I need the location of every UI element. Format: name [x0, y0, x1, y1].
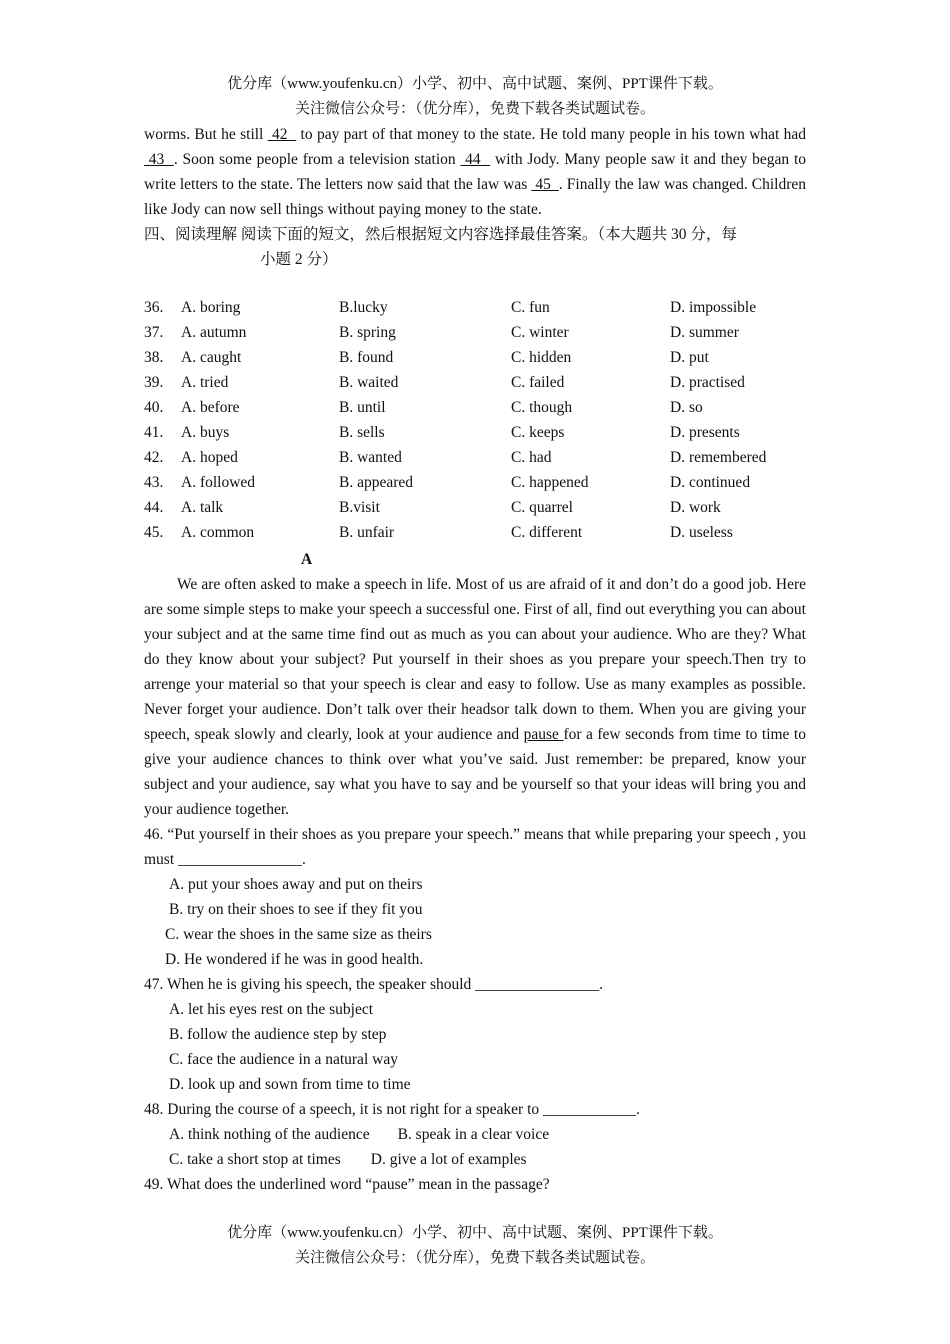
- option-row: [144, 495, 806, 520]
- option-b[interactable]: B.visit: [339, 499, 380, 516]
- option-b[interactable]: B.lucky: [339, 299, 388, 316]
- option-c[interactable]: C. happened: [511, 474, 589, 491]
- option-b[interactable]: B. waited: [339, 374, 399, 391]
- question-48: 48. During the course of a speech, it is not right for a speaker to ____________.: [144, 1101, 640, 1118]
- option-48-b[interactable]: B. speak in a clear voice: [397, 1126, 550, 1143]
- blank-42: 42: [267, 126, 297, 143]
- option-b[interactable]: B. unfair: [339, 524, 395, 541]
- options-48-row-1: [144, 1122, 806, 1147]
- section-heading-line-2: 小题 2 分）: [260, 251, 338, 268]
- option-row: [144, 370, 806, 395]
- underlined-word-pause: pause: [523, 726, 564, 743]
- question-number: 41.: [144, 424, 164, 441]
- option-a[interactable]: A. caught: [181, 349, 242, 366]
- option-d[interactable]: D. continued: [670, 474, 751, 491]
- question-number: 40.: [144, 399, 164, 416]
- option-d[interactable]: D. so: [670, 399, 703, 416]
- cloze-options-table: [144, 295, 806, 545]
- question-number: 37.: [144, 324, 164, 341]
- passage-title: A: [301, 551, 313, 568]
- option-row: [144, 395, 806, 420]
- footer-line-1: 优分库（www.youfenku.cn）小学、初中、高中试题、案例、PPT课件下载。: [227, 1225, 723, 1241]
- blank-44: 44: [460, 151, 491, 168]
- option-46-d[interactable]: D. He wondered if he was in good health.: [165, 951, 424, 968]
- option-48-a[interactable]: A. think nothing of the audience: [169, 1126, 370, 1143]
- option-d[interactable]: D. practised: [670, 374, 745, 391]
- cloze-text: to pay part of that money to the state. He told many people in his town what had: [296, 126, 806, 143]
- footer-line-2: 关注微信公众号：（优分库），免费下载各类试题试卷。: [294, 1250, 655, 1266]
- option-d[interactable]: D. summer: [670, 324, 739, 341]
- option-a[interactable]: A. boring: [181, 299, 241, 316]
- option-a[interactable]: A. autumn: [181, 324, 247, 341]
- option-48-c[interactable]: C. take a short stop at times: [169, 1151, 341, 1168]
- option-46-a[interactable]: A. put your shoes away and put on theirs: [169, 876, 423, 893]
- option-b[interactable]: B. spring: [339, 324, 396, 341]
- question-47: 47. When he is giving his speech, the speaker should ________________.: [144, 976, 604, 993]
- options-48-row-2: [144, 1147, 806, 1172]
- option-47-c[interactable]: C. face the audience in a natural way: [169, 1051, 398, 1068]
- blank-45: 45: [531, 176, 559, 193]
- option-c[interactable]: C. failed: [511, 374, 565, 391]
- option-row: [144, 445, 806, 470]
- option-d[interactable]: D. remembered: [670, 449, 767, 466]
- option-46-b[interactable]: B. try on their shoes to see if they fit you: [169, 901, 423, 918]
- option-c[interactable]: C. keeps: [511, 424, 565, 441]
- question-number: 45.: [144, 524, 164, 541]
- option-48-d[interactable]: D. give a lot of examples: [370, 1151, 527, 1168]
- option-b[interactable]: B. appeared: [339, 474, 414, 491]
- option-47-b[interactable]: B. follow the audience step by step: [169, 1026, 387, 1043]
- option-a[interactable]: A. hoped: [181, 449, 238, 466]
- option-d[interactable]: D. put: [670, 349, 709, 366]
- option-c[interactable]: C. winter: [511, 324, 569, 341]
- question-number: 36.: [144, 299, 164, 316]
- option-b[interactable]: B. sells: [339, 424, 385, 441]
- cloze-text: . Soon some people from a television station: [173, 151, 461, 168]
- option-a[interactable]: A. followed: [181, 474, 256, 491]
- option-row: [144, 320, 806, 345]
- option-d[interactable]: D. presents: [670, 424, 740, 441]
- option-b[interactable]: B. until: [339, 399, 386, 416]
- question-number: 39.: [144, 374, 164, 391]
- option-b[interactable]: B. found: [339, 349, 394, 366]
- option-row: [144, 420, 806, 445]
- option-c[interactable]: C. quarrel: [511, 499, 573, 516]
- passage-text: We are often asked to make a speech in life. Most of us are afraid of it and don’t do a good job. Here are some simple steps to make your speech a successful one. First of all, find out everything you can about your subject and at the same time find out as much as you can about your audience. Who are they? What do they know about your subject? Put yourself in their shoes as you prepare your speech.Then try to arrenge your material so that your speech is clear and easy to follow. Use as many examples as possible. Never forget your audience. Don’t talk over their headsor talk down to them. When you are giving your speech, speak slowly and clearly, look at your audience and: [144, 576, 806, 743]
- question-number: 38.: [144, 349, 164, 366]
- section-four-heading: [144, 222, 806, 272]
- option-46-c[interactable]: C. wear the shoes in the same size as theirs: [165, 926, 432, 943]
- option-row: [144, 345, 806, 370]
- page-body: [144, 122, 806, 1197]
- option-d[interactable]: D. useless: [670, 524, 733, 541]
- option-row: [144, 470, 806, 495]
- option-d[interactable]: D. impossible: [670, 299, 757, 316]
- cloze-passage-tail: [144, 122, 806, 222]
- option-b[interactable]: B. wanted: [339, 449, 402, 466]
- header-line-1: 优分库（www.youfenku.cn）小学、初中、高中试题、案例、PPT课件下载。: [227, 76, 723, 92]
- option-c[interactable]: C. had: [511, 449, 552, 466]
- option-c[interactable]: C. hidden: [511, 349, 572, 366]
- option-a[interactable]: A. buys: [181, 424, 230, 441]
- option-c[interactable]: C. different: [511, 524, 583, 541]
- section-heading-line-1: 四、阅读理解 阅读下面的短文，然后根据短文内容选择最佳答案。（本大题共 30 分，每: [144, 226, 737, 243]
- page-header: [0, 72, 950, 122]
- option-47-d[interactable]: D. look up and sown from time to time: [169, 1076, 411, 1093]
- header-line-2: 关注微信公众号：（优分库），免费下载各类试题试卷。: [294, 101, 655, 117]
- blank-43: 43: [144, 151, 174, 168]
- option-c[interactable]: C. though: [511, 399, 573, 416]
- question-number: 44.: [144, 499, 164, 516]
- option-row: [144, 520, 806, 545]
- option-d[interactable]: D. work: [670, 499, 721, 516]
- option-a[interactable]: A. talk: [181, 499, 224, 516]
- option-47-a[interactable]: A. let his eyes rest on the subject: [169, 1001, 374, 1018]
- cloze-text: worms. But he still: [144, 126, 268, 143]
- page-footer: [0, 1221, 950, 1271]
- question-46: 46. “Put yourself in their shoes as you prepare your speech.” means that while preparing your speech , you must ________________.: [144, 826, 806, 868]
- option-a[interactable]: A. before: [181, 399, 240, 416]
- question-number: 42.: [144, 449, 164, 466]
- option-row: [144, 295, 806, 320]
- passage-a: [144, 572, 806, 822]
- cloze-text: . Finally the law was changed. Children like Jody can now sell things without paying money to the state.: [144, 176, 806, 218]
- option-a[interactable]: A. tried: [181, 374, 229, 391]
- passage-text: for a few seconds from time to time to give your audience chances to think over what you’ve said. Just remember: be prepared, know your subject and your audience, say what you have to say and be yourself so that your ideas will bring you and your audience together.: [144, 726, 806, 818]
- question-number: 43.: [144, 474, 164, 491]
- question-49: 49. What does the underlined word “pause” mean in the passage?: [144, 1176, 550, 1193]
- option-a[interactable]: A. common: [181, 524, 255, 541]
- option-c[interactable]: C. fun: [511, 299, 550, 316]
- cloze-text: with Jody. Many people saw it and they began to write letters to the state. The letters now said that the law was: [144, 151, 807, 193]
